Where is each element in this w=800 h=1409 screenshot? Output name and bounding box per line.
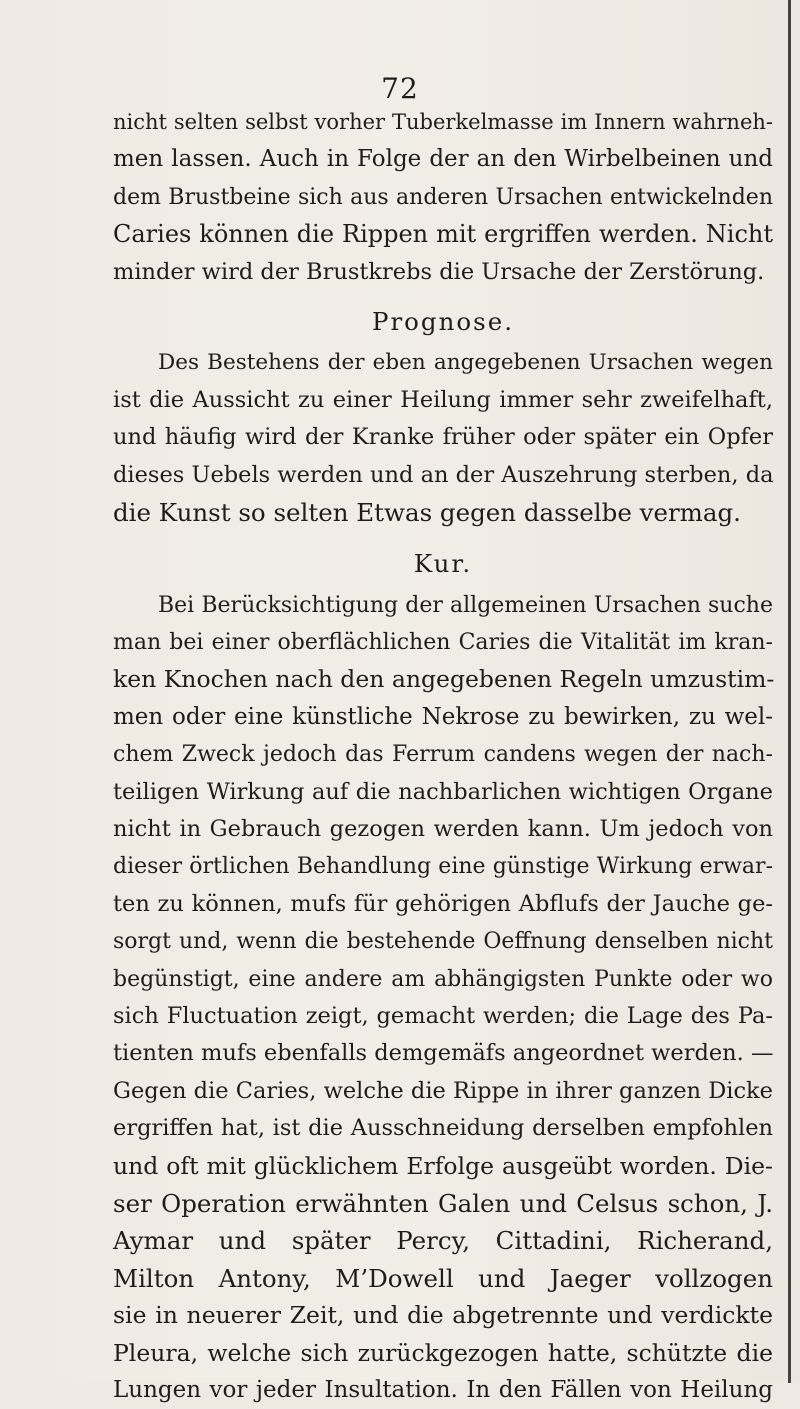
text-line: nicht selten selbst vorher Tuberkelmasse im Innern wahrneh- [113,110,773,134]
heading-kur: Kur. [413,549,473,579]
paragraph-cure [113,587,773,1409]
heading-prognose: Prognose. [371,306,515,336]
text-line: sie in neuerer Zeit, und die abgetrennte und verdickte [113,1301,773,1330]
text-line: Gegen die Caries, welche die Rippe in ihrer ganzen Dicke [113,1077,773,1104]
text-line: dieses Uebels werden und an der Auszehrung sterben, da [113,461,774,488]
text-line: Lungen vor jeder Insultation. In den Fällen von Heilung [113,1376,773,1403]
text-line: nicht in Gebrauch gezogen werden kann. Um jedoch von [113,816,773,843]
text-line: Pleura, welche sich zurückgezogen hatte, schützte die [113,1338,773,1367]
text-line: die Kunst so selten Etwas gegen dasselbe vermag. [113,497,741,527]
text-line: ser Operation erwähnten Galen und Celsus schon, J. [113,1188,773,1218]
text-line: und häufig wird der Kranke früher oder später ein Opfer [113,424,773,451]
text-line: ergriffen hat, ist die Ausschneidung derselben empfohlen [113,1115,773,1142]
text-line: dem Brustbeine sich aus anderen Ursachen entwickelnden [113,184,773,210]
text-line: tienten mufs ebenfalls demgemäfs angeordnet werden. — [113,1040,774,1067]
text-line: ten zu können, mufs für gehörigen Abflufs der Jauche ge- [113,890,773,917]
body-text [113,104,773,1409]
text-line: chem Zweck jedoch das Ferrum candens wegen der nach- [113,742,773,768]
text-line: Aymar und später Percy, Cittadini, Richerand, [113,1226,773,1256]
text-line: Bei Berücksichtigung der allgemeinen Ursachen suche [158,592,773,618]
text-line: Des Bestehens der eben angegebenen Ursachen wegen [158,350,773,376]
text-line: teiligen Wirkung auf die nachbarlichen wichtigen Organe [113,778,773,805]
text-line: sich Fluctuation zeigt, gemacht werden; die Lage des Pa- [113,1002,773,1029]
text-line: men lassen. Auch in Folge der an den Wirbelbeinen und [113,146,773,173]
text-line: dieser örtlichen Behandlung eine günstige Wirkung erwar- [113,854,773,880]
text-line: ist die Aussicht zu einer Heilung immer sehr zweifelhaft, [113,386,773,413]
paragraph-prognosis [113,344,773,531]
text-line: man bei einer oberflächlichen Caries die Vitalität im kran- [113,630,773,656]
paragraph-causes [113,104,773,291]
text-line: Caries können die Rippen mit ergriffen werden. Nicht [113,220,773,249]
text-line: Milton Antony, M’Dowell und Jaeger vollzogen [113,1263,773,1293]
text-line: begünstigt, eine andere am abhängigsten Punkte oder wo [113,966,773,992]
text-line: men oder eine künstliche Nekrose zu bewirken, zu wel- [113,703,773,730]
text-line: sorgt und, wenn die bestehende Oeffnung denselben nicht [113,929,773,955]
text-line: ken Knochen nach den angegebenen Regeln umzustim- [113,665,775,694]
page-number: 72 [381,72,419,105]
text-line: minder wird der Brustkrebs die Ursache der Zerstörung. [113,258,765,285]
text-line: und oft mit glücklichem Erfolge ausgeübt worden. Die- [113,1151,773,1180]
page-edge-line [788,0,791,1383]
